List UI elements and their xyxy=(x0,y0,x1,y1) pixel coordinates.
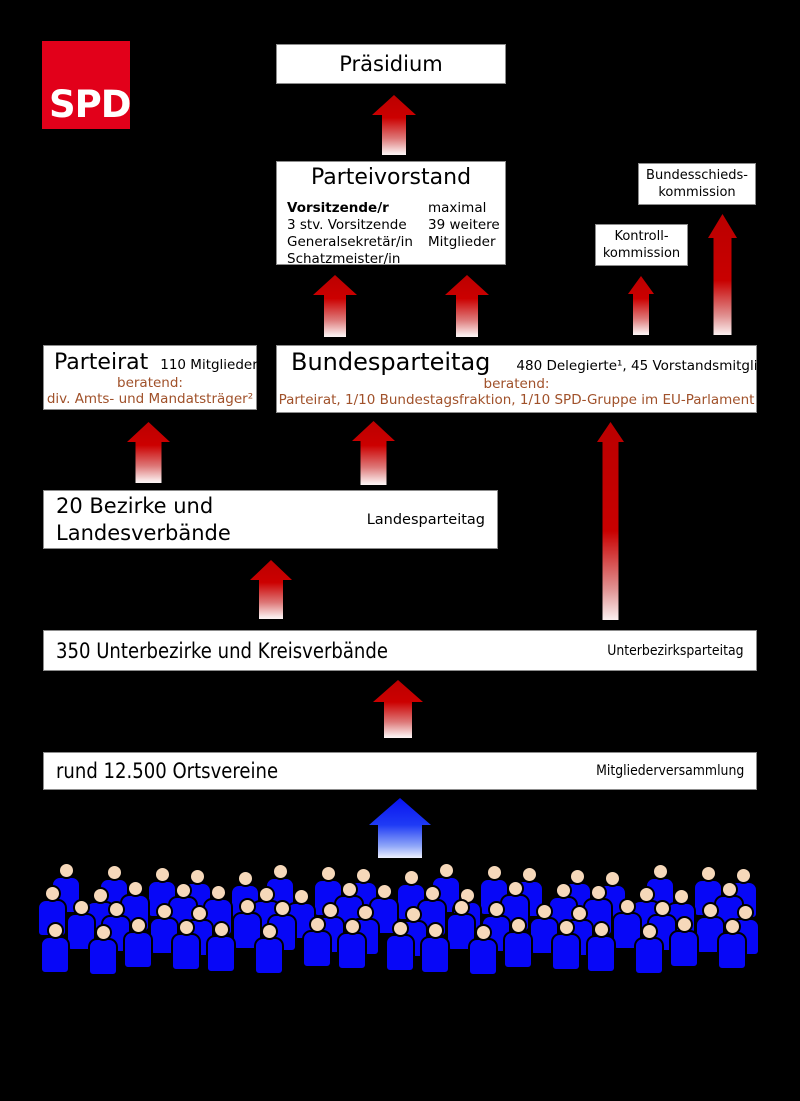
up-arrow-bezirke-to-bundesparteitag xyxy=(352,421,395,485)
member-body xyxy=(206,935,236,973)
member-head xyxy=(510,917,527,934)
member-crowd xyxy=(0,860,800,980)
ortsvereine-assembly-label: Mitgliederversammlung xyxy=(595,763,744,779)
box-parteivorstand xyxy=(276,161,506,265)
up-arrow-bundesparteitag-to-parteivorstand-right xyxy=(445,275,489,337)
member-head xyxy=(274,900,291,917)
bundesparteitag-subtitle: 480 Delegierte¹, 45 Vorstandsmitglieder xyxy=(516,358,789,374)
text-line: Landesverbände xyxy=(56,521,231,545)
member-head xyxy=(175,882,192,899)
text-line: Vorsitzende/r xyxy=(287,200,389,216)
member-head xyxy=(213,921,230,938)
member-figure xyxy=(634,923,664,977)
member-head xyxy=(210,884,227,901)
member-head xyxy=(427,922,444,939)
member-head xyxy=(555,882,572,899)
text-line: kommission xyxy=(658,185,736,200)
member-head xyxy=(486,864,503,881)
member-body xyxy=(88,938,118,976)
bezirke-assembly-label: Landesparteitag xyxy=(366,511,485,528)
up-arrow-to-bundesschiedskommission xyxy=(708,214,737,335)
up-arrow-parteivorstand-to-praesidium xyxy=(372,95,416,155)
member-head xyxy=(178,919,195,936)
member-figure xyxy=(88,924,118,978)
box-kontrollkommission xyxy=(595,224,688,266)
member-figure xyxy=(468,924,498,978)
member-body xyxy=(669,930,699,968)
member-head xyxy=(95,924,112,941)
member-head xyxy=(106,864,123,881)
member-figure xyxy=(717,918,747,972)
praesidium-title: Präsidium xyxy=(339,52,443,76)
member-head xyxy=(424,885,441,902)
member-body xyxy=(586,935,616,973)
bundesparteitag-title: Bundesparteitag xyxy=(291,348,491,376)
member-head xyxy=(47,922,64,939)
member-figure xyxy=(669,916,699,970)
member-head xyxy=(619,898,636,915)
member-head xyxy=(593,921,610,938)
member-head xyxy=(344,918,361,935)
member-head xyxy=(507,880,524,897)
member-head xyxy=(652,863,669,880)
member-figure xyxy=(420,922,450,976)
text-line: kommission xyxy=(602,246,681,261)
member-body xyxy=(254,937,284,975)
text-line: Schatzmeister/in xyxy=(287,251,401,267)
member-figure xyxy=(337,918,367,972)
member-head xyxy=(237,870,254,887)
member-head xyxy=(590,884,607,901)
member-head xyxy=(154,866,171,883)
up-arrow-ortsvereine-to-unterbezirke xyxy=(373,680,423,738)
box-parteirat xyxy=(43,345,264,410)
member-head xyxy=(320,865,337,882)
member-head xyxy=(403,869,420,886)
member-figure xyxy=(385,920,415,974)
up-arrow-unterbezirke-to-bezirke xyxy=(250,560,292,619)
bundesparteitag-advisory xyxy=(277,376,756,408)
parteivorstand-members-note xyxy=(428,200,500,251)
member-figure xyxy=(40,922,70,976)
parteirat-advisory xyxy=(44,375,256,407)
member-figure xyxy=(123,917,153,971)
member-head xyxy=(702,902,719,919)
member-body xyxy=(337,932,367,970)
text-line: Mitglieder xyxy=(428,234,496,250)
text-line: 20 Bezirke und xyxy=(56,494,214,518)
member-body xyxy=(468,938,498,976)
parteirat-subtitle: 110 Mitglieder¹ xyxy=(160,357,264,373)
bundesparteitag-advisory-detail: Parteirat, 1/10 Bundestagsfraktion, 1/10 SPD-Gruppe im EU-Parlament xyxy=(278,392,755,408)
member-head xyxy=(700,865,717,882)
box-bundesparteitag xyxy=(276,345,789,413)
member-body xyxy=(420,936,450,974)
member-body xyxy=(503,931,533,969)
member-figure xyxy=(503,917,533,971)
member-body xyxy=(634,937,664,975)
up-arrow-to-kontrollkommission xyxy=(628,276,654,335)
box-bezirke xyxy=(43,490,498,549)
member-head xyxy=(558,919,575,936)
member-head xyxy=(438,862,455,879)
spd-logo-text: SPD xyxy=(49,83,131,126)
member-body xyxy=(385,934,415,972)
member-head xyxy=(376,883,393,900)
text-line: Bundesschieds- xyxy=(646,168,748,183)
text-line: Generalsekretär/in xyxy=(287,234,413,250)
spd-logo xyxy=(42,41,130,129)
unterbezirke-assembly-label: Unterbezirksparteitag xyxy=(607,642,744,659)
unterbezirke-title: 350 Unterbezirke und Kreisverbände xyxy=(56,638,388,663)
ortsvereine-title: rund 12.500 Ortsvereine xyxy=(56,759,279,783)
member-head xyxy=(130,917,147,934)
up-arrow-bundesparteitag-to-parteivorstand-left xyxy=(313,275,357,337)
member-figure xyxy=(551,919,581,973)
member-head xyxy=(58,862,75,879)
member-body xyxy=(123,931,153,969)
member-head xyxy=(676,916,693,933)
box-bundesschiedskommission xyxy=(638,163,756,205)
member-head xyxy=(475,924,492,941)
parteirat-advisory-detail: div. Amts- und Mandatsträger² xyxy=(46,391,254,407)
member-head xyxy=(261,923,278,940)
member-body xyxy=(171,933,201,971)
parteirat-advisory-label: beratend: xyxy=(117,375,183,391)
member-head xyxy=(453,899,470,916)
box-unterbezirke xyxy=(43,630,757,671)
member-head xyxy=(309,916,326,933)
box-praesidium xyxy=(276,44,506,84)
member-head xyxy=(73,899,90,916)
text-line: 3 stv. Vorsitzende xyxy=(287,217,407,233)
up-arrow-unterbezirke-to-bundesparteitag xyxy=(597,422,624,620)
member-head xyxy=(721,881,738,898)
parteivorstand-title: Parteivorstand xyxy=(310,165,472,190)
text-line: maximal xyxy=(428,200,487,216)
member-head xyxy=(108,901,125,918)
member-figure xyxy=(302,916,332,970)
member-head xyxy=(272,863,289,880)
member-head xyxy=(536,903,553,920)
member-head xyxy=(392,920,409,937)
up-arrow-members-to-ortsvereine xyxy=(369,798,431,858)
member-head xyxy=(724,918,741,935)
member-body xyxy=(717,932,747,970)
member-figure xyxy=(254,923,284,977)
member-body xyxy=(302,930,332,968)
parteirat-title: Parteirat xyxy=(54,350,149,375)
member-body xyxy=(40,936,70,974)
member-figure xyxy=(586,921,616,975)
box-ortsvereine xyxy=(43,752,757,790)
member-body xyxy=(551,933,581,971)
up-arrow-bezirke-to-parteirat xyxy=(127,422,170,483)
member-head xyxy=(641,923,658,940)
member-head xyxy=(156,903,173,920)
member-head xyxy=(239,898,256,915)
text-line: Kontroll- xyxy=(614,229,669,244)
member-head xyxy=(44,885,61,902)
member-figure xyxy=(171,919,201,973)
parteivorstand-officers-list xyxy=(287,200,413,268)
member-head xyxy=(127,880,144,897)
text-line: 39 weitere xyxy=(428,217,500,233)
bundesparteitag-advisory-label: beratend: xyxy=(483,376,550,392)
member-head xyxy=(341,881,358,898)
member-head xyxy=(654,900,671,917)
member-head xyxy=(488,901,505,918)
member-figure xyxy=(206,921,236,975)
